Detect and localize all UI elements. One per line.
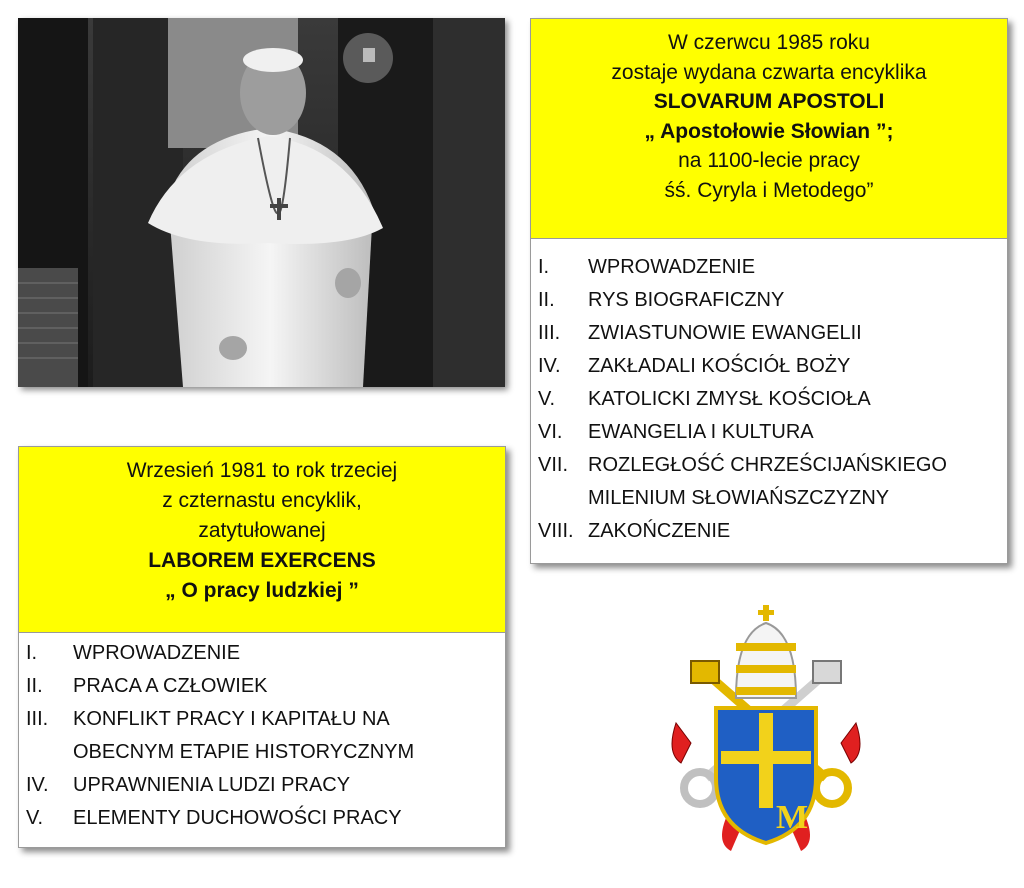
chapter-number: III. [538, 322, 561, 344]
chapter-number: V. [538, 388, 556, 410]
heading-line: zatytułowanej [198, 519, 326, 542]
chapter-title: ELEMENTY DUCHOWOŚCI PRACY [73, 807, 402, 829]
heading-line: na 1100-lecie pracy [678, 149, 860, 172]
laborem-exercens-heading [19, 447, 505, 633]
chapter-number: IV. [538, 355, 561, 377]
chapter-title: RYS BIOGRAFICZNY [588, 289, 785, 311]
slavorum-apostoli-panel [530, 18, 1008, 564]
chapter-title: WPROWADZENIE [73, 642, 241, 664]
laborem-exercens-panel [18, 446, 506, 848]
photograph-image [18, 18, 505, 387]
slavorum-apostoli-heading [531, 19, 1007, 239]
chapter-title: PRACA A CZŁOWIEK [73, 675, 268, 697]
encyclical-title: SLOVARUM APOSTOLI [653, 90, 885, 113]
chapter-number: II. [26, 675, 43, 697]
chapter-number: IV. [26, 774, 49, 796]
chapter-title: MILENIUM SŁOWIAŃSZCZYZNY [588, 487, 890, 509]
heading-line: z czternastu encyklik, [162, 489, 362, 512]
list-item [26, 736, 505, 769]
list-item [538, 416, 1007, 449]
chapter-number: VII. [538, 454, 569, 476]
chapter-list [531, 239, 1007, 548]
chapter-number: VIII. [538, 520, 574, 542]
papal-coat-of-arms [666, 603, 866, 853]
list-item [26, 802, 505, 835]
chapter-title: ROZLEGŁOŚĆ CHRZEŚCIJAŃSKIEGO [588, 454, 947, 476]
chapter-title: WPROWADZENIE [588, 256, 756, 278]
encyclical-subtitle: „ O pracy ludzkiej ” [165, 579, 359, 602]
encyclical-title: LABOREM EXERCENS [148, 549, 376, 572]
coat-of-arms-icon [666, 603, 866, 853]
chapter-number: III. [26, 708, 49, 730]
pope-photograph [18, 18, 505, 387]
list-item [26, 703, 505, 736]
heading-line: zostaje wydana czwarta encyklika [611, 60, 927, 84]
list-item [538, 515, 1007, 548]
list-item [538, 383, 1007, 416]
chapter-number: I. [26, 642, 38, 664]
chapter-number: II. [538, 289, 555, 311]
list-item [538, 284, 1007, 317]
chapter-number: VI. [538, 421, 563, 443]
list-item [26, 769, 505, 802]
list-item [26, 637, 505, 670]
chapter-title: KATOLICKI ZMYSŁ KOŚCIOŁA [588, 388, 871, 410]
list-item [26, 670, 505, 703]
list-item [538, 251, 1007, 284]
chapter-title: ZWIASTUNOWIE EWANGELII [588, 322, 862, 344]
chapter-title: EWANGELIA I KULTURA [588, 421, 814, 443]
heading-line: W czerwcu 1985 roku [668, 31, 870, 54]
list-item [538, 317, 1007, 350]
encyclical-subtitle: „ Apostołowie Słowian ”; [644, 119, 894, 143]
marian-m-letter: M [776, 799, 809, 836]
heading-line: Wrzesień 1981 to rok trzeciej [126, 459, 398, 482]
chapter-number [26, 736, 73, 769]
list-item [538, 350, 1007, 383]
heading-line: śś. Cyryla i Metodego” [664, 178, 874, 202]
chapter-number: V. [26, 807, 44, 829]
chapter-number: I. [538, 256, 550, 278]
chapter-list [19, 633, 505, 835]
list-item [538, 482, 1007, 515]
chapter-title: OBECNYM ETAPIE HISTORYCZNYM [73, 741, 415, 763]
chapter-title: UPRAWNIENIA LUDZI PRACY [73, 774, 351, 796]
chapter-title: ZAKOŃCZENIE [588, 520, 731, 542]
list-item [538, 449, 1007, 482]
chapter-title: ZAKŁADALI KOŚCIÓŁ BOŻY [588, 355, 851, 377]
chapter-number [538, 482, 588, 515]
chapter-title: KONFLIKT PRACY I KAPITAŁU NA [73, 708, 390, 730]
